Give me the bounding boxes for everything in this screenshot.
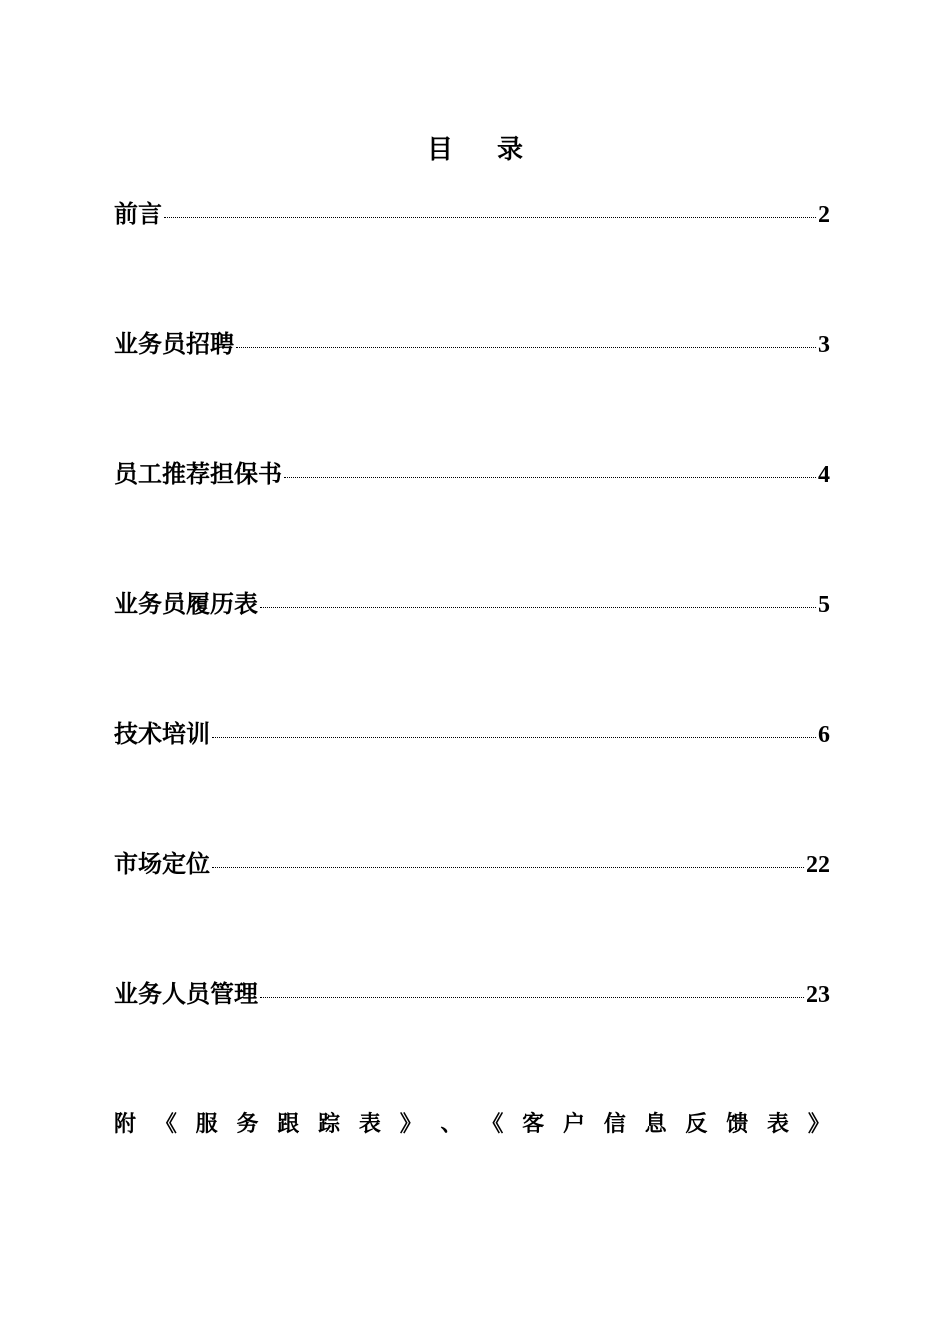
toc-entry-page: 23 [806, 982, 830, 1008]
toc-dot-leader [212, 867, 804, 868]
appendix-char: 踪 [318, 1111, 341, 1137]
appendix-char: 《 [154, 1111, 177, 1137]
toc-entry-label: 前言 [114, 199, 162, 228]
toc-list [114, 196, 830, 1106]
toc-entry[interactable] [114, 716, 830, 752]
toc-entry-page: 3 [818, 332, 830, 358]
appendix-char: 馈 [726, 1111, 749, 1137]
toc-title: 目录 [426, 135, 567, 165]
toc-dot-leader [164, 217, 816, 218]
appendix-char: 跟 [277, 1111, 300, 1137]
appendix-char: 附 [114, 1111, 137, 1137]
toc-appendix [114, 1106, 830, 1142]
toc-entry-label: 业务人员管理 [114, 979, 258, 1008]
appendix-char: 息 [644, 1111, 667, 1137]
toc-entry-page: 22 [806, 852, 830, 878]
toc-entry-page: 2 [818, 202, 830, 228]
appendix-char: 务 [236, 1111, 259, 1137]
toc-entry-label: 业务员履历表 [114, 589, 258, 618]
toc-entry[interactable] [114, 456, 830, 492]
toc-entry[interactable] [114, 326, 830, 362]
toc-entry-page: 4 [818, 462, 830, 488]
toc-dot-leader [260, 607, 816, 608]
appendix-char: 客 [522, 1111, 545, 1137]
toc-entry-label: 员工推荐担保书 [114, 459, 282, 488]
toc-dot-leader [236, 347, 816, 348]
toc-entry[interactable] [114, 586, 830, 622]
appendix-char: 表 [358, 1111, 381, 1137]
appendix-char: 、 [440, 1111, 463, 1137]
toc-entry-label: 技术培训 [114, 719, 210, 748]
appendix-char: 户 [562, 1111, 585, 1137]
appendix-char: 信 [603, 1111, 626, 1137]
appendix-char: 表 [767, 1111, 790, 1137]
appendix-char: 反 [685, 1111, 708, 1137]
toc-entry-label: 市场定位 [114, 849, 210, 878]
toc-entry[interactable] [114, 846, 830, 882]
toc-dot-leader [260, 997, 804, 998]
toc-entry[interactable] [114, 976, 830, 1012]
toc-entry-page: 6 [818, 722, 830, 748]
toc-dot-leader [284, 477, 816, 478]
toc-entry-page: 5 [818, 592, 830, 618]
toc-entry-label: 业务员招聘 [114, 329, 234, 358]
toc-dot-leader [212, 737, 816, 738]
appendix-char: 》 [807, 1111, 830, 1137]
appendix-char: 服 [195, 1111, 218, 1137]
toc-entry[interactable] [114, 196, 830, 232]
appendix-char: 《 [481, 1111, 504, 1137]
appendix-char: 》 [399, 1111, 422, 1137]
